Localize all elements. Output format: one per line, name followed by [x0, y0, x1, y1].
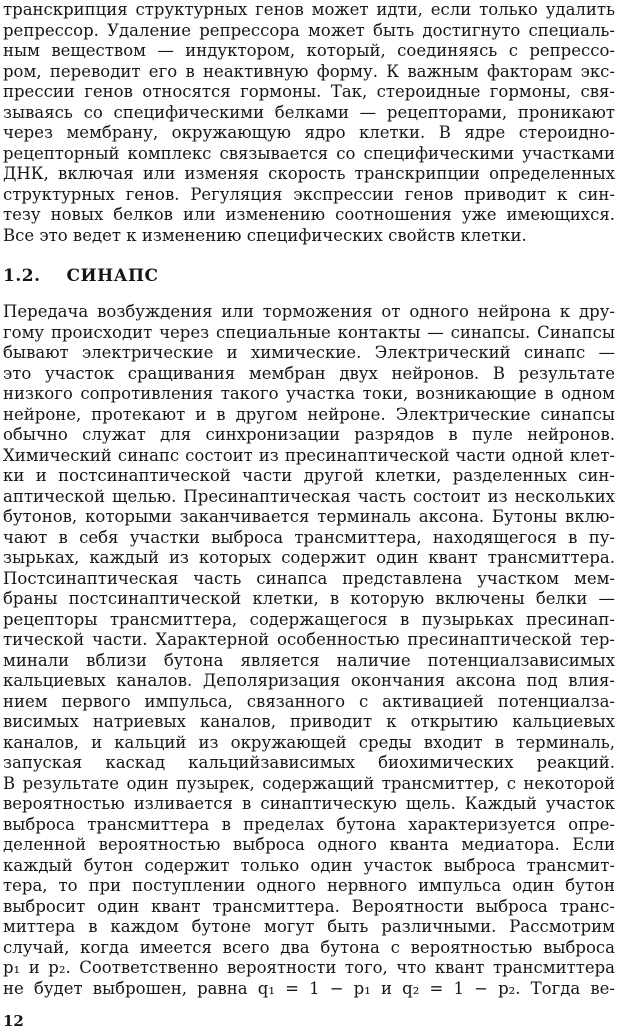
text-line: каждый бутон содержит только один участок выброса трансмит-: [3, 855, 615, 875]
text-line: тезу новых белков или изменению соотношения уже имеющихся.: [3, 205, 615, 224]
text-line: ром, переводит его в неактивную форму. К важным факторам экс-: [3, 61, 615, 81]
text-line: бывают электрические и химические. Электрический синапс —: [3, 343, 615, 362]
text-line: Постсинаптическая часть синапса представлена участком мем-: [3, 568, 615, 588]
text-line: запуская каскад кальцийзависимых биохимических реакций.: [3, 753, 615, 772]
text-line: через мембрану, окружающую ядро клетки. В ядре стероидно-: [3, 123, 615, 142]
text-line: p₁ и p₂. Соответственно вероятности того, что квант трансмиттера: [3, 958, 615, 977]
text-line: чают в себя участки выброса трансмиттера, находящегося в пу-: [3, 527, 615, 547]
text-line: Химический синапс состоит из пресинаптической части одной клет-: [3, 445, 615, 465]
top-paragraph: [3, 0, 615, 246]
text-line: аптической щелью. Пресинаптическая часть состоит из нескольких: [3, 486, 615, 506]
page-number: 12: [3, 1012, 24, 1030]
section-number: 1.2.: [3, 266, 41, 286]
text-line: висимых натриевых каналов, приводит к открытию кальциевых: [3, 712, 615, 731]
text-line: тической части. Характерной особенностью пресинаптической тер-: [3, 630, 615, 649]
text-line: браны постсинаптической клетки, в которую включены белки —: [3, 589, 615, 608]
text-line: миттера в каждом бутоне могут быть различными. Рассмотрим: [3, 917, 615, 936]
section-heading: [3, 266, 159, 286]
text-line: ным веществом — индуктором, который, соединяясь с репрессо-: [3, 41, 615, 60]
text-line: рецепторный комплекс связывается со специфическими участками: [3, 143, 615, 163]
text-line: выбросит один квант трансмиттера. Вероятности выброса транс-: [3, 896, 615, 916]
text-line: это участок сращивания мембран двух нейронов. В результате: [3, 363, 615, 383]
text-line: Все это ведет к изменению специфических свойств клетки.: [3, 225, 527, 245]
text-line: ки и постсинаптической части другой клетки, разделенных син-: [3, 466, 615, 485]
text-line: структурных генов. Регуляция экспрессии генов приводит к син-: [3, 184, 615, 204]
text-line: рецепторы трансмиттера, содержащегося в пузырьках пресинап-: [3, 609, 615, 629]
text-line: выброса трансмиттера в пределах бутона характеризуется опре-: [3, 814, 615, 834]
text-line: ДНК, включая или изменяя скорость транскрипции определенных: [3, 164, 615, 183]
section-title: СИНАПС: [66, 266, 159, 286]
text-line: случай, когда имеется всего два бутона с вероятностью выброса: [3, 937, 615, 957]
text-line: зываясь со специфическими белками — рецепторами, проникают: [3, 102, 615, 122]
body-paragraph: [3, 302, 615, 999]
text-line: Передача возбуждения или торможения от одного нейрона к дру-: [3, 302, 615, 321]
text-line: обычно служат для синхронизации разрядов в пуле нейронов.: [3, 425, 615, 444]
text-line: нейроне, протекают и в другом нейроне. Электрические синапсы: [3, 404, 615, 424]
text-line: транскрипция структурных генов может идти, если только удалить: [3, 0, 615, 19]
text-line: тера, то при поступлении одного нервного импульса один бутон: [3, 876, 615, 895]
text-line: кальциевых каналов. Деполяризация окончания аксона под влия-: [3, 671, 615, 690]
text-line: минали вблизи бутона является наличие потенциалзависимых: [3, 650, 615, 670]
text-line: каналов, и кальций из окружающей среды входит в терминаль,: [3, 732, 615, 752]
text-line: деленной вероятностью выброса одного кванта медиатора. Если: [3, 835, 615, 854]
text-line: В результате один пузырек, содержащий трансмиттер, с некоторой: [3, 773, 615, 793]
text-line: вероятностью изливается в синаптическую щель. Каждый участок: [3, 794, 615, 813]
text-line: репрессор. Удаление репрессора может быть достигнуто специаль-: [3, 20, 615, 40]
text-line: зырьках, каждый из которых содержит один квант трансмиттера.: [3, 548, 615, 567]
text-line: прессии генов относятся гормоны. Так, стероидные гормоны, свя-: [3, 82, 615, 101]
text-line: низкого сопротивления такого участка токи, возникающие в одном: [3, 384, 615, 403]
text-line: нием первого импульса, связанного с активацией потенциалза-: [3, 691, 615, 711]
text-line: не будет выброшен, равна q₁ = 1 − p₁ и q₂ = 1 − p₂. Тогда ве-: [3, 978, 615, 998]
text-line: гому происходит через специальные контакты — синапсы. Синапсы: [3, 322, 615, 342]
text-line: бутонов, которыми заканчивается терминаль аксона. Бутоны вклю-: [3, 507, 615, 526]
